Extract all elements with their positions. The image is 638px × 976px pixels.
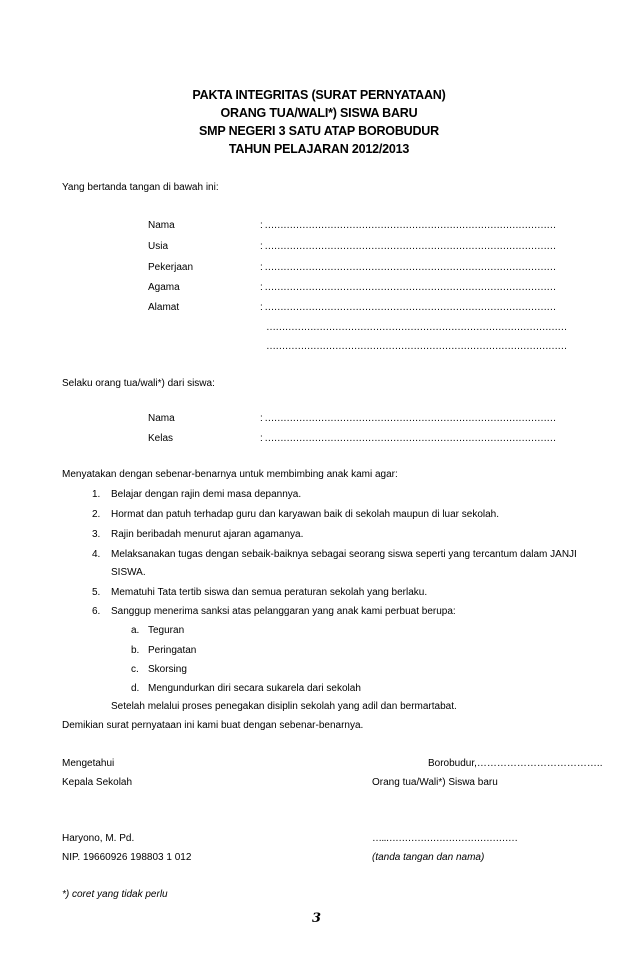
field-value-agama: : ………………………………………………………………………………… [260, 282, 556, 293]
mengetahui-label: Mengetahui [62, 758, 115, 769]
sanction-text-d: Mengundurkan diri secara sukarela dari sekolah [148, 683, 361, 694]
address-line-3: …………………………………………………………………………………… [266, 341, 567, 352]
field-label-usia: Usia [148, 241, 169, 252]
head-name: Haryono, M. Pd. [62, 833, 135, 844]
statement-text: Menyatakan dengan sebenar-benarnya untuk membimbing anak kami agar: [62, 469, 398, 480]
sanction-text-c: Skorsing [148, 664, 187, 675]
item-number-6: 6. [92, 606, 101, 617]
item-number-5: 5. [92, 587, 101, 598]
title-line-4: TAHUN PELAJARAN 2012/2013 [228, 142, 410, 156]
closing-text: Demikian surat pernyataan ini kami buat dengan sebenar-benarnya. [62, 720, 364, 731]
sanction-letter-d: d. [131, 683, 140, 694]
item-text-6: Sanggup menerima sanksi atas pelanggaran yang anak kami perbuat berupa: [111, 606, 456, 617]
field-value-usia: : ………………………………………………………………………………… [260, 241, 556, 252]
page-number: 3 [312, 911, 322, 926]
item-text-3: Rajin beribadah menurut ajaran agamanya. [111, 529, 304, 540]
address-line-2: …………………………………………………………………………………… [266, 322, 567, 333]
student-label-nama: Nama [148, 413, 175, 424]
sanction-text-a: Teguran [148, 625, 185, 636]
head-role-label: Kepala Sekolah [62, 777, 133, 788]
item-number-1: 1. [92, 489, 101, 500]
parent-signature-note: (tanda tangan dan nama) [372, 852, 485, 863]
title-line-1: PAKTA INTEGRITAS (SURAT PERNYATAAN) [192, 88, 446, 102]
field-value-pekerjaan: : ………………………………………………………………………………… [260, 262, 556, 273]
item-text-1: Belajar dengan rajin demi masa depannya. [111, 489, 302, 500]
intro-text: Yang bertanda tangan di bawah ini: [62, 182, 219, 193]
sanction-letter-a: a. [131, 625, 140, 636]
field-label-alamat: Alamat [148, 302, 180, 313]
after-process-text: Setelah melalui proses penegakan disiplin sekolah yang adil dan bermartabat. [111, 701, 457, 712]
sanction-letter-b: b. [131, 645, 140, 656]
title-line-2: ORANG TUA/WALI*) SISWA BARU [220, 106, 418, 120]
title-line-3: SMP NEGERI 3 SATU ATAP BOROBUDUR [199, 124, 439, 138]
student-label-kelas: Kelas [148, 433, 174, 444]
field-value-alamat: : ………………………………………………………………………………… [260, 302, 556, 313]
place-date: Borobudur,……………………………….. [428, 758, 603, 769]
item-text-2: Hormat dan patuh terhadap guru dan karyawan baik di sekolah maupun di luar sekolah. [111, 509, 500, 520]
head-nip: NIP. 19660926 198803 1 012 [62, 852, 192, 863]
item-text-5: Mematuhi Tata tertib siswa dan semua peraturan sekolah yang berlaku. [111, 587, 428, 598]
field-label-agama: Agama [148, 282, 180, 293]
item-number-2: 2. [92, 509, 101, 520]
parent-role-label: Orang tua/Wali*) Siswa baru [372, 777, 498, 788]
student-value-kelas: : ………………………………………………………………………………… [260, 433, 556, 444]
as-parent-text: Selaku orang tua/wali*) dari siswa: [62, 378, 215, 389]
item-number-3: 3. [92, 529, 101, 540]
parent-signature-line: …..…………………………………… [372, 833, 518, 844]
footnote: *) coret yang tidak perlu [62, 889, 168, 900]
sanction-letter-c: c. [131, 664, 139, 675]
field-label-pekerjaan: Pekerjaan [148, 262, 194, 273]
item-text-4-continued: SISWA. [111, 567, 146, 578]
item-number-4: 4. [92, 549, 101, 560]
sanction-text-b: Peringatan [148, 645, 197, 656]
field-value-nama: : ………………………………………………………………………………… [260, 220, 556, 231]
item-text-4: Melaksanakan tugas dengan sebaik-baiknya sebagai seorang siswa seperti yang tercantum dalam JANJI [111, 549, 577, 560]
field-label-nama: Nama [148, 220, 175, 231]
student-value-nama: : ………………………………………………………………………………… [260, 413, 556, 424]
